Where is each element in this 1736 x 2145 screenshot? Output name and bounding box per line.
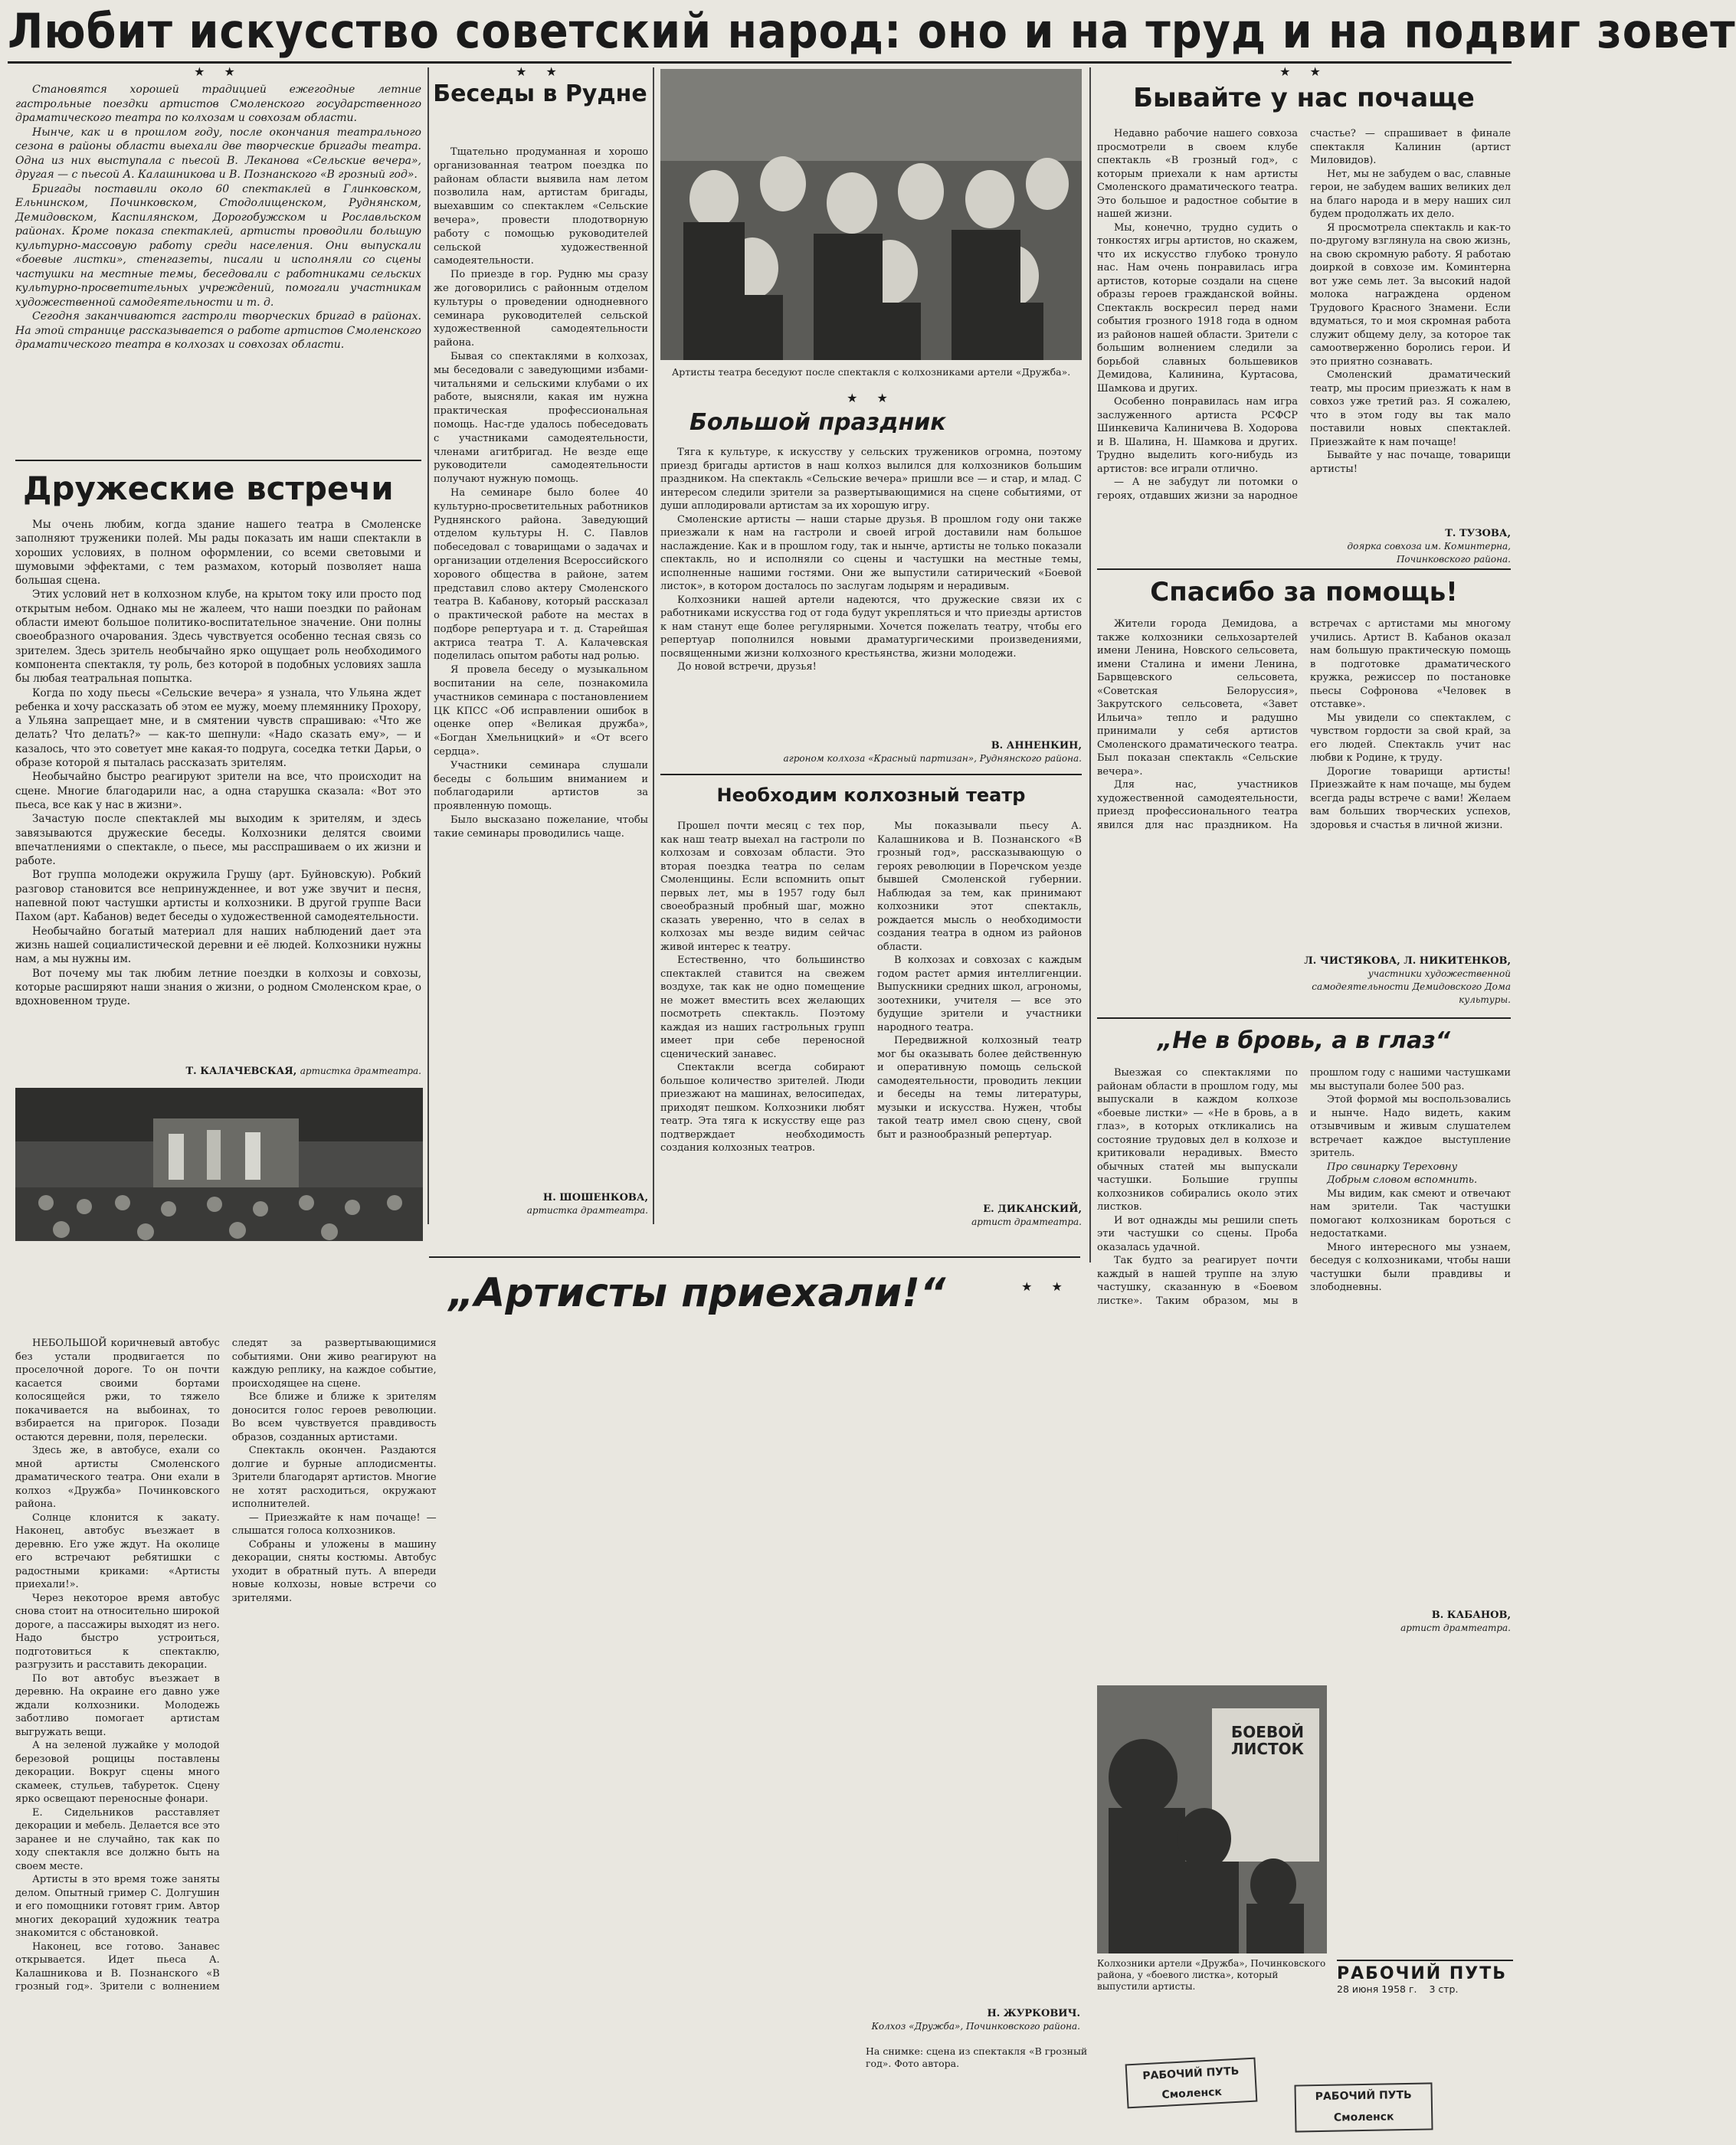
- page-number: 3 стр.: [1429, 1983, 1459, 1995]
- stars-ornament: ★ ★: [847, 391, 896, 405]
- author-role: участники художественной самодеятельности Демидовского Дома культуры.: [1312, 968, 1511, 1005]
- arrived-paragraph: Наконец, все готово. Занавес открывается. Идет пьеса А. Калашникова и В. Познанского «В грозный год». Зрители с волнением следят за развертывающимися событиями. Они живо реагируют на каждую реплику, на каждое событие, происходящее на сцене.: [15, 1338, 437, 1993]
- column-divider: [1089, 67, 1091, 1262]
- section-rule: [1097, 568, 1511, 570]
- archive-stamp: РАБОЧИЙ ПУТЬ Смоленск: [1294, 2082, 1433, 2132]
- author-role: артист драмтеатра.: [971, 1217, 1082, 1227]
- arrived-paragraph: По вот автобус въезжает в деревню. На окраине его давно уже ждали колхозники. Молодежь заботливо помогает артистам выгружать вещи.: [15, 1672, 220, 1738]
- section-rule: [15, 460, 421, 461]
- friendly-signature: [15, 1065, 421, 1078]
- visit-paragraph: Недавно рабочие нашего совхоза просмотрели в своем клубе спектакль «В грозный год», с которым приехали к нам артисты Смоленского драматического театра. Это большое и радостное событие в нашей жизни.: [1097, 128, 1298, 220]
- visit-paragraph: Я просмотрела спектакль и как-то по-другому взглянула на свою жизнь, на свою скромную работу. Я работаю доиркой в совхозе им. Коминтерна вот уже семь лет. За высокий надой молока награждена орденом Трудового Красного Знамени. Если вдуматься, то и моя скромная работа служит общему делу, за которое так самоотверженно боролись герои. И это приятно сознавать.: [1310, 221, 1511, 368]
- issue-date: 28 июня 1958 г.: [1337, 1983, 1417, 1995]
- author-role: доярка совхоза им. Коминтерна, Починковского района.: [1347, 541, 1511, 565]
- stage-photo: [15, 1088, 423, 1241]
- rudnya-paragraph: Тщательно продуманная и хорошо организованная театром поездка по районам области выявила нам летом позволила нам, артистам бригады, выехавшим со спектаклем «Сельские вечера», провести плодотворную работу с помощью руководителей сельской художественной самодеятельности.: [434, 146, 648, 267]
- eye-title: „Не в бровь, а в глаз“: [1157, 1027, 1451, 1054]
- friendly-paragraph: Вот группа молодежи окружила Грушу (арт. Буйновскую). Робкий разговор становится все непринужденнее, и вот уже звучит и песня, напевной поют частушки артисты и колхозники. В другой группе Васи Пахом (арт. Кабанов) ведет беседы о художественной самодеятельности.: [15, 869, 421, 924]
- visit-signature: [1310, 527, 1511, 566]
- eye-verse: Добрым словом вспомнить.: [1327, 1174, 1478, 1186]
- arrived-paragraph: Все ближе и ближе к зрителям доносится голос героев революции. Во всем чувствуется правдивость образов, созданных артистами.: [231, 1391, 437, 1443]
- headline-rule: [8, 61, 1512, 64]
- holiday-paragraph: До новой встречи, друзья!: [677, 661, 817, 673]
- arrived-body: [15, 1337, 1086, 2003]
- holiday-body: [660, 446, 1082, 752]
- theatre-paragraph: Спектакли всегда собирают большое количество зрителей. Люди приезжают на машинах, велосипедах, приходят пешком. Колхозники любят театр. Эта тяга к искусству еще раз подтверждает необходимость создания колхозных театров.: [660, 1062, 865, 1154]
- theatre-title: Необходим колхозный театр: [716, 784, 1026, 806]
- visit-paragraph: Бывайте у нас почаще, товарищи артисты!: [1310, 450, 1511, 475]
- arrived-paragraph: НЕБОЛЬШОЙ коричневый автобус без устали продвигается по проселочной дороге. То он почти касается своими бортами колосящейся ржи, то тяжело покачивается на выбоинах, то взбирается на пригорок. Позади остаются деревни, поля, перелески.: [15, 1338, 220, 1443]
- arrived-paragraph: Через некоторое время автобус снова стоит на относительно широкой дороге, а пассажиры выходят из него. Надо быстро устроиться, подготовиться к спектаклю, разгрузить и расставить декорации.: [15, 1592, 220, 1671]
- section-rule: [1097, 1017, 1511, 1019]
- archive-stamp: РАБОЧИЙ ПУТЬ Смоленск: [1125, 2058, 1258, 2109]
- friendly-paragraph: Зачастую после спектаклей мы выходим к зрителям, и здесь завязываются дружеские беседы. Колхозники делятся своими впечатлениями о спектакле, о пьесе, мы расспрашиваем о их жизни и работе.: [15, 813, 421, 868]
- stars-ornament: ★ ★: [1279, 64, 1328, 79]
- intro-paragraph: Сегодня заканчиваются гастроли творческих бригад в районах. На этой странице рассказывается о работе артистов Смоленского драматического театра в колхозах и совхозах области.: [15, 310, 421, 351]
- author-name: Т. КАЛАЧЕВСКАЯ,: [185, 1066, 297, 1077]
- holiday-signature: [660, 739, 1082, 765]
- theatre-body: [660, 820, 1082, 1203]
- arrived-paragraph: Здесь же, в автобусе, ехали со мной артисты Смоленского драматического театра. Они ехали в колхоз «Дружба» Починковского района.: [15, 1445, 220, 1510]
- rudnya-paragraph: Было высказано пожелание, чтобы такие семинары проводились чаще.: [434, 814, 648, 840]
- arrived-paragraph: А на зеленой лужайке у молодой березовой рощицы поставлены декорации. Вокруг сцены много скамеек, стульев, табуреток. Сцену ярко освещают переносные фонари.: [15, 1740, 220, 1805]
- eye-signature: [1302, 1609, 1511, 1635]
- rudnya-paragraph: На семинаре было более 40 культурно-просветительных работников Руднянского района. Заведующий отделом культуры Н. С. Павлов побеседовал с товарищами о задачах и организации отделения Всероссийского хорового общества в районе, затем представил слово актеру Смоленского театра В. Кабанову, который рассказал о практической работе на местах в подборе репертуара и т. д. Старейшая актриса театра Т. А. Калачевская поделилась опытом работы над ролью.: [434, 486, 648, 663]
- artists-with-farmers-photo: [660, 69, 1082, 360]
- intro-paragraph: Бригады поставили около 60 спектаклей в Глинковском, Ельнинском, Починковском, Стодолищенском, Руднянском, Демидовском, Каспилянском, Дорогобужском и Рославльском районах. Кроме показа спектаклей, артисты проводили большую культурно-массовую работу среди населения. Они выпускали «боевые листки», стенгазеты, писали и исполняли со сцены частушки на местные темы, беседовали с работниками сельских культурно-просветительных учреждений, помогали участникам художественной самодеятельности и т. д.: [15, 182, 421, 309]
- arrived-paragraph: Собраны и уложены в машину декорации, сняты костюмы. Автобус уходит в обратный путь. А впереди новые колхозы, новые встречи со зрителями.: [231, 1538, 437, 1604]
- rudnya-paragraph: Участники семинара слушали беседы с большим вниманием и поблагодарили артистов за проявленную помощь.: [434, 759, 648, 813]
- arrived-paragraph: Спектакль окончен. Раздаются долгие и бурные аплодисменты. Зрители благодарят артистов. Многие не хотят расходиться, окружают исполнителей.: [231, 1445, 437, 1510]
- theatre-signature: [873, 1203, 1082, 1229]
- section-rule: [429, 1256, 1080, 1258]
- visit-paragraph: Нет, мы не забудем о вас, славные герои, не забудем ваших великих дел на благо народа и в меру наших сил будем продолжать их дело.: [1310, 168, 1511, 220]
- stars-ornament: ★ ★: [1021, 1279, 1070, 1294]
- bulletin-sign: БОЕВОЙ ЛИСТОК: [1230, 1723, 1305, 1758]
- theatre-paragraph: Передвижной колхозный театр мог бы оказывать более действенную и оперативную помощь сельской самодеятельности, проводить лекции и беседы на темы литературы, музыки и искусства. Нужен, чтобы такой театр имел свою сцену, свой быт и разнообразный репертуар.: [877, 1035, 1082, 1141]
- eye-paragraph: Так будто за реагирует почти каждый в нашей труппе на злую частушку, сказанную в «Боевом листке». Таким образом, мы в прошлом году с нашими частушками мы выступали более 500 раз.: [1097, 1067, 1511, 1307]
- thanks-title: Спасибо за помощь!: [1150, 577, 1458, 607]
- friendly-paragraph: Мы очень любим, когда здание нашего театра в Смоленске заполняют труженики полей. Мы рады показать им наши спектакли в хороших условиях, в полном оформлении, со всеми световыми и шумовыми эффектами, с тем размахом, который позволяет наша большая сцена.: [15, 519, 421, 588]
- holiday-paragraph: Колхозники нашей артели надеются, что дружеские связи их с работниками искусства год от года будут укрепляться и что приезды артистов к нам станут еще более регулярными. Хочется пожелать театру, чтобы его репертуар пополнился новыми драматургическими произведениями, посвященными жизни колхозного крестьянства, жизни молодежи.: [660, 594, 1082, 660]
- author-name: Л. ЧИСТЯКОВА, Л. НИКИТЕНКОВ,: [1304, 955, 1511, 967]
- friendly-title: Дружеские встречи: [23, 470, 394, 507]
- theatre-paragraph: Прошел почти месяц с тех пор, как наш театр выехал на гастроли по колхозам и совхозам области. Это вторая поездка театра по селам Смоленщины. Если вспомнить опыт первых лет, мы в 1957 году был своеобразный пробный шаг, можно сказать уверенно, что в селах в колхозах мы везде видим сейчас живой интерес к театру.: [660, 820, 865, 953]
- visit-paragraph: Мы, конечно, трудно судить о тонкостях игры артистов, но скажем, что их искусство глубоко тронуло нас. Нам очень понравилась игра артистов, которые создали на сцене образы героев гражданской войны. Спектакль воскресил перед нами события грозного 1918 года в одном из районов нашей области. Зрители с большим волнением следили за борьбой славных большевиков Демидова, Калинина, Куртасова, Шамкова и других.: [1097, 221, 1298, 395]
- holiday-paragraph: Тяга к культуре, к искусству у сельских тружеников огромна, поэтому приезд бригады артистов в наш колхоз вылился для колхозников большим праздником. На спектакль «Сельские вечера» пришли все — и стар, и млад. С интересом следили зрители за развертывающимися на сцене событиями, от души аплодировали артистам за их хорошую игру.: [660, 447, 1082, 512]
- thanks-paragraph: Мы увидели со спектаклем, с чувством гордости за свой край, за его людей. Спектакль учит нас любви к Родине, к труду.: [1310, 712, 1511, 764]
- intro-block: [15, 83, 421, 450]
- arrived-paragraph: — Приезжайте к нам почаще! — слышатся голоса колхозников.: [231, 1511, 437, 1537]
- eye-paragraph: И вот однажды мы решили спеть эти частушки со сцены. Проба оказалась удачной.: [1097, 1214, 1298, 1253]
- holiday-title: Большой праздник: [689, 409, 946, 436]
- newspaper-name: РАБОЧИЙ ПУТЬ: [1337, 1964, 1508, 1983]
- author-role: Колхоз «Дружба», Починковского района.: [871, 2021, 1080, 2032]
- arrived-paragraph: Артисты в это время тоже заняты делом. Опытный гример С. Долгушин и его помощники готовят грим. Автор многих декораций художник театра знакомится с обстановкой.: [15, 1874, 220, 1939]
- column-divider: [653, 67, 654, 1224]
- thanks-signature: [1302, 955, 1511, 1007]
- rudnya-body: [434, 146, 648, 1187]
- author-name: Н. ШОШЕНКОВА,: [542, 1192, 648, 1203]
- theatre-paragraph: Мы показывали пьесу А. Калашникова и В. Познанского «В грозный год», рассказывающую о героях революции в Поречском уезде бывшей Смоленской губернии. Наблюдая за тем, как принимают колхозники этот спектакль, рождается мысль о необходимости создания театра в одном из районов области.: [877, 820, 1082, 953]
- eye-paragraph: Этой формой мы воспользовались и нынче. Надо видеть, каким отзывчивым и живым слушателем встречает каждое выступление зритель.: [1310, 1094, 1511, 1159]
- main-headline: Любит искусство советский народ: оно и на труд и на подвиг зовет: [8, 3, 1736, 59]
- eye-paragraph: Мы видим, как смеют и отвечают нам зрители. Так частушки помогают колхозникам бороться с недостатками.: [1310, 1187, 1511, 1240]
- farmers-at-bulletin-photo: [1097, 1685, 1327, 1953]
- section-rule: [660, 774, 1082, 775]
- visit-body: [1097, 127, 1511, 526]
- rudnya-paragraph: Бывая со спектаклями в колхозах, мы беседовали с заведующими избами-читальнями и сельскими клубами о их работе, выясняли, какая им нужна практическая профессиональная помощь. Нас-где удалось побеседовать с участниками самодеятельности, членами агитбригад. Не везде еще руководители самодеятельности получают нужную помощь.: [434, 350, 648, 486]
- friendly-paragraph: Этих условий нет в колхозном клубе, на крытом току или просто под открытым небом. Однако мы не жалеем, что наши поездки по районам области имеют большое политико-воспитательное значение. Они полны своеобразного очарования. Здесь чувствуется особенно тесная связь со зрителем. Здесь зритель необычайно ярко ощущает роль необходимого компонента спектакля, ту роль, без которой в подобных условиях зашла бы любая театральная попытка.: [15, 588, 421, 686]
- author-name: Т. ТУЗОВА,: [1445, 528, 1511, 539]
- author-role: агроном колхоза «Красный партизан», Руднянского района.: [783, 753, 1082, 764]
- friendly-paragraph: Необычайно быстро реагируют зрители на все, что происходит на сцене. Многие благодарили нас, а одна старушка сказала: «Вот это пьеса, все как у нас в жизни».: [15, 771, 421, 811]
- eye-verse: Про свинарку Тереховну: [1327, 1161, 1458, 1173]
- friendly-paragraph: Когда по ходу пьесы «Сельские вечера» я узнала, что Ульяна ждет ребенка и хочу рассказать об этом ее мужу, моему племяннику Прохору, а Ульяна запрещает мне, и в смятении чувств спрашиваю: «Что же делать? Что делать?» — как-то шепнули: «Надо сказать ему», — и казалось, что это советует мне какая-то подруга, соседка тетки Дарьи, о образе которой я пыталась рассказать зрителям.: [15, 686, 421, 770]
- thanks-paragraph: Дорогие товарищи артисты! Приезжайте к нам почаще, мы будем всегда рады встрече с вами! Желаем вам больших творческих успехов, здоровья и счастья в личной жизни.: [1310, 765, 1511, 831]
- visit-paragraph: Особенно понравилась нам игра заслуженного артиста РСФСР Шинкевича Калиничева В. Ходорова и В. Шалина, Н. Шамкова и других. Трудно выделить кого-нибудь из артистов: все играли отлично.: [1097, 396, 1298, 475]
- visit-paragraph: Смоленский драматический театр, мы просим приезжать к нам в совхоз уже третий раз. Я сожалею, что в этом году вы так мало поставили новых спектаклей. Приезжайте к нам почаще!: [1310, 369, 1511, 448]
- intro-paragraph: Становятся хорошей традицией ежегодные летние гастрольные поездки артистов Смоленского государственного драматического театра по колхозам и совхозам области.: [15, 84, 421, 124]
- photo-caption: Колхозники артели «Дружба», Починковского района, у «боевого листка», который выпустили артисты.: [1097, 1958, 1326, 1992]
- author-name: В. АННЕНКИН,: [991, 740, 1082, 752]
- author-role: артистка драмтеатра.: [526, 1205, 648, 1216]
- visit-paragraph: — А не забудут ли потомки о героях, отдавших жизни за народное счастье? — спрашивает в финале спектакля Калинин (артист Миловидов).: [1097, 128, 1511, 502]
- rudnya-title: Беседы в Рудне: [433, 80, 647, 107]
- intro-paragraph: Нынче, как и в прошлом году, после окончания театрального сезона в районы области выехали две творческие бригады театра. Одна из них выступала с пьесой В. Леканова «Сельские вечера», другая — с пьесой А. Калашникова и В. Познанского «В грозный год».: [15, 126, 421, 181]
- friendly-paragraph: Вот почему мы так любим летние поездки в колхозы и совхозы, которые расширяют наши знания о жизни, о родном Смоленском крае, о вдохновенном труде.: [15, 967, 421, 1008]
- thanks-paragraph: Для нас, участников художественной самодеятельности, приезд профессионального театра явился для нас праздником. На встречах с артистами мы многому учились. Артист В. Кабанов оказал нам большую практическую помощь в подготовке драматического кружка, режиссер по постановке пьесы Софронова «Человек в отставке».: [1097, 618, 1511, 831]
- photo-caption: Артисты театра беседуют после спектакля с колхозниками артели «Дружба».: [671, 366, 1071, 378]
- eye-paragraph: Выезжая со спектаклями по районам области в прошлом году, мы выпускали в каждом колхозе «боевые листки» — «Не в бровь, а в глаз», в которых откликались на состояние трудовых дел в колхозе и критиковали нерадивых. Вместо обычных статей мы выпускали частушки. Большие группы колхозников собирались около этих листков.: [1097, 1067, 1298, 1213]
- author-role: артист драмтеатра.: [1400, 1623, 1511, 1633]
- stars-ornament: ★ ★: [194, 64, 243, 79]
- arrived-paragraph: Е. Сидельников расставляет декорации и мебель. Делается все это заранее и не случайно, так как по ходу спектакля все должно быть на своем месте.: [15, 1806, 220, 1872]
- thanks-body: [1097, 617, 1511, 985]
- eye-body: [1097, 1066, 1511, 1672]
- photo-caption: На снимке: сцена из спектакля «В грозный год». Фото автора.: [866, 2045, 1088, 2069]
- rudnya-signature: [434, 1191, 648, 1217]
- visit-title: Бывайте у нас почаще: [1133, 83, 1475, 113]
- column-divider: [427, 67, 429, 1224]
- eye-paragraph: Много интересного мы узнаем, беседуя с колхозниками, чтобы наши частушки были правдивы и злободневны.: [1310, 1241, 1511, 1293]
- thanks-paragraph: Жители города Демидова, а также колхозники сельхозартелей имени Ленина, Новского сельсовета, имени Сталина и имени Ленина, Барвщевского сельсовета, «Советская Белоруссия», Закрутского сельсовета, «Завет Ильича» тепло и радушно принимали у себя артистов Смоленского драматического театра. Был показан спектакль «Сельские вечера».: [1097, 618, 1298, 778]
- author-role: артистка драмтеатра.: [300, 1066, 421, 1076]
- author-name: В. КАБАНОВ,: [1431, 1610, 1511, 1621]
- theatre-paragraph: Естественно, что большинство спектаклей ставится на свежем воздухе, так как не одно помещение не может вместить всех желающих посмотреть спектакль. Поэтому каждая из наших гастрольных групп имеет при себе переносной сценический занавес.: [660, 955, 865, 1060]
- newspaper-masthead: [1337, 1960, 1513, 1995]
- rudnya-paragraph: Я провела беседу о музыкальном воспитании на селе, познакомила участников семинара с постановлением ЦК КПСС «Об исправлении ошибок в оценке опер «Великая дружба», «Богдан Хмельницкий» и «От всего сердца».: [434, 664, 648, 758]
- author-name: Е. ДИКАНСКИЙ,: [983, 1203, 1082, 1215]
- rudnya-paragraph: По приезде в гор. Рудню мы сразу же договорились с районным отделом культуры о проведении однодневного семинара руководителей сельской художественной самодеятельности района.: [434, 269, 648, 349]
- arrived-title: „Артисты приехали!“: [448, 1270, 946, 1316]
- stars-ornament: ★ ★: [516, 64, 565, 79]
- author-name: Н. ЖУРКОВИЧ.: [987, 2008, 1080, 2019]
- friendly-paragraph: Необычайно богатый материал для наших наблюдений дает эта жизнь нашей социалистической деревни и её людей. Колхозники нужны нам, а мы нужны им.: [15, 925, 421, 966]
- arrived-signature: [866, 2007, 1080, 2033]
- arrived-paragraph: Солнце клонится к закату. Наконец, автобус въезжает в деревню. Его уже ждут. На околице его встречают ребятишки с радостными криками: «Артисты приехали!».: [15, 1511, 220, 1590]
- theatre-paragraph: В колхозах и совхозах с каждым годом растет армия интеллигенции. Выпускники средних школ, агрономы, зоотехники, учителя — все это будущие зрители и участники народного театра.: [877, 955, 1082, 1033]
- holiday-paragraph: Смоленские артисты — наши старые друзья. В прошлом году они также приезжали к нам на гастроли и своей игрой доставили нам большое наслаждение. Как и в прошлом году, так и нынче, артисты не только показали спектакль, но и исполняли со сцены и частушки на местные темы, исполненные нашими гостями. Они же выпустили сатирический «Боевой листок», в котором досталось по заслугам лодырям и нерадивым.: [660, 513, 1082, 592]
